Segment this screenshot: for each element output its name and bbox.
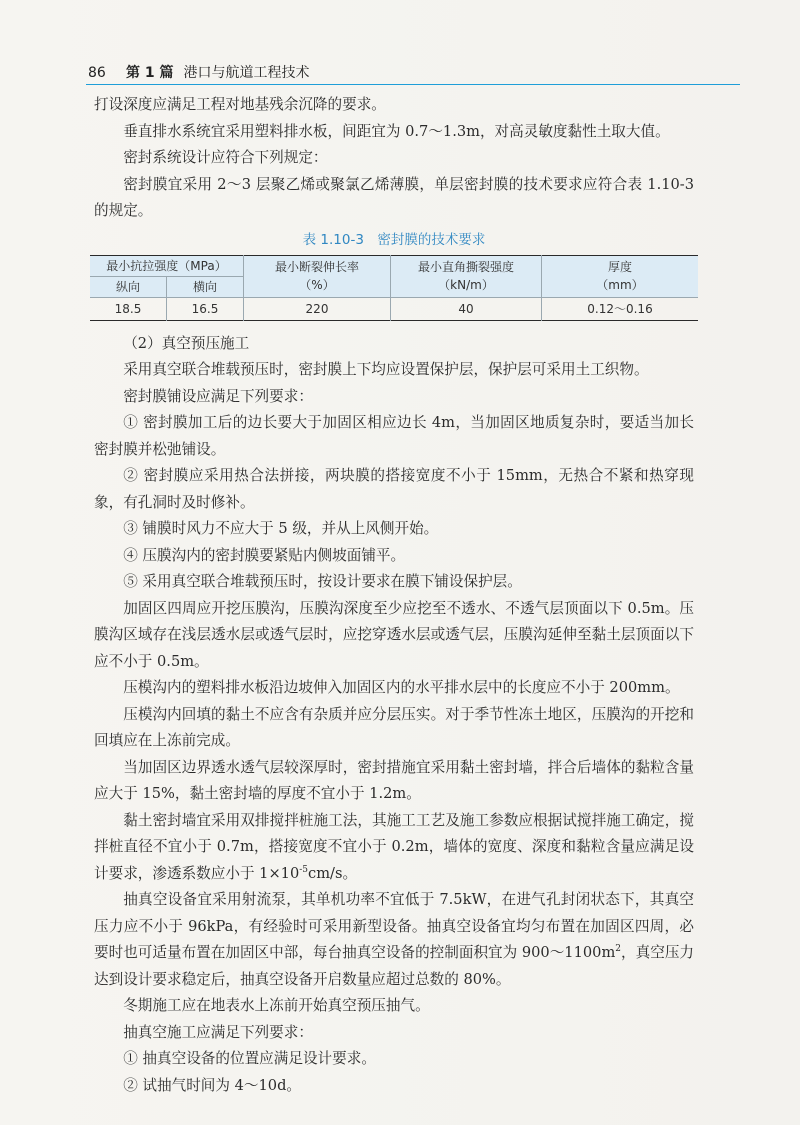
paragraph [94, 887, 694, 993]
paragraph: 冬期施工应在地表水上冻前开始真空预压抽气。 [123, 997, 430, 1014]
header-thickness-label: 厚度 [607, 260, 632, 274]
seep-tail: cm/s。 [308, 864, 358, 882]
list-item: ② 密封膜应采用热合法拼接，两块膜的搭接宽度不小于 15mm，无热合不紧和热穿现象，有孔洞时及时修补。 [94, 467, 694, 511]
cell-thickness: 0.12～0.16 [542, 297, 699, 320]
running-header [88, 62, 740, 82]
paragraph: 当加固区边界透水透气层较深厚时，密封措施宜采用黏土密封墙，拌合后墙体的黏粒含量应大于 15%，黏土密封墙的厚度不宜小于 1.2m。 [94, 758, 694, 802]
paragraph: 抽真空施工应满足下列要求： [123, 1023, 313, 1041]
header-tear-unit: （kN/m） [438, 278, 494, 292]
cell-elongation: 220 [244, 297, 391, 320]
paragraph: 垂直排水系统宜采用塑料排水板，间距宜为 0.7～1.3m，对高灵敏度黏性土取大值。 [123, 122, 670, 140]
header-tensile-strength: 最小抗拉强度（MPa） [90, 255, 244, 276]
header-rule [86, 84, 740, 85]
paragraph: 打设深度应满足工程对地基残余沉降的要求。 [94, 96, 386, 113]
list-item: ③ 铺膜时风力不应大于 5 级，并从上风侧开始。 [123, 520, 439, 537]
table-row [90, 297, 698, 320]
list-item: ① 密封膜加工后的边长要大于加固区相应边长 4m，当加固区地质复杂时，要适当加长密封膜并松弛铺设。 [94, 414, 694, 458]
header-elongation [244, 255, 391, 297]
header-elongation-unit: （%） [299, 278, 335, 292]
table-caption: 表 1.10-3 密封膜的技术要求 [302, 231, 486, 248]
pump-tail: ，真空压力达到设计要求稳定后，抽真空设备开启数量应超过总数的 80%。 [94, 944, 695, 988]
paragraph: 压模沟内的塑料排水板沿边坡伸入加固区内的水平排水层中的长度应不小于 200mm。 [123, 679, 680, 696]
seep-text: 黏土密封墙宜采用双排搅拌桩施工法，其施工工艺及施工参数应根据试搅拌施工确定，搅拌桩直径不宜小于 0.7m，搭接宽度不宜小于 0.2m，墙体的宽度、深度和黏粒含量应满足设计要求，渗透系数应小于 1×10 [94, 811, 694, 882]
header-tear-label: 最小直角撕裂强度 [417, 260, 514, 274]
list-item: ⑤ 采用真空联合堆载预压时，按设计要求在膜下铺设保护层。 [123, 573, 522, 590]
cell-longitudinal: 18.5 [90, 297, 167, 320]
header-thickness [542, 255, 699, 297]
list-item: ④ 压膜沟内的密封膜要紧贴内侧坡面铺平。 [123, 546, 406, 564]
paragraph: 密封系统设计应符合下列规定： [123, 149, 328, 166]
section-heading: （2）真空预压施工 [123, 334, 250, 352]
page-number: 86 [88, 65, 106, 81]
pump-exponent: 2 [615, 944, 622, 955]
header-tear-strength [391, 255, 542, 297]
paragraph: 密封膜宜采用 2～3 层聚乙烯或聚氯乙烯薄膜，单层密封膜的技术要求应符合表 1.10-3 的规定。 [94, 175, 694, 219]
header-longitudinal: 纵向 [90, 276, 167, 297]
header-thickness-unit: （mm） [596, 278, 644, 292]
paragraph: 压模沟内回填的黏土不应含有杂质并应分层压实。对于季节性冻土地区，压膜沟的开挖和回填应在上冻前完成。 [94, 705, 694, 749]
membrane-spec-table [90, 255, 698, 321]
paragraph: 采用真空联合堆载预压时，密封膜上下均应设置保护层，保护层可采用土工织物。 [123, 361, 649, 378]
header-elongation-label: 最小断裂伸长率 [274, 260, 359, 274]
paragraph: 加固区四周应开挖压膜沟，压膜沟深度至少应挖至不透水、不透气层顶面以下 0.5m。压膜沟区域存在浅层透水层或透气层时，应挖穿透水层或透气层，压膜沟延伸至黏土层顶面以下应不小于 0.5m。 [94, 599, 694, 670]
paragraph: 密封膜铺设应满足下列要求： [123, 387, 313, 405]
part-label: 第 1 篇 [126, 65, 174, 81]
cell-tear: 40 [391, 297, 542, 320]
cell-transverse: 16.5 [167, 297, 244, 320]
seep-exponent: -5 [299, 864, 309, 875]
chapter-title: 港口与航道工程技术 [183, 65, 310, 81]
header-transverse: 横向 [167, 276, 244, 297]
body-text [94, 92, 694, 1099]
list-item: ② 试抽气时间为 4～10d。 [123, 1076, 302, 1094]
paragraph [94, 808, 694, 888]
pump-text: 抽真空设备宜采用射流泵，其单机功率不宜低于 7.5kW，在进气孔封闭状态下，其真空压力应不小于 96kPa，有经验时可采用新型设备。抽真空设备宜均匀布置在加固区四周，必要时也可适量布置在加固区中部，每台抽真空设备的控制面积宜为 900～1100m [94, 891, 694, 961]
list-item: ① 抽真空设备的位置应满足设计要求。 [123, 1050, 376, 1067]
